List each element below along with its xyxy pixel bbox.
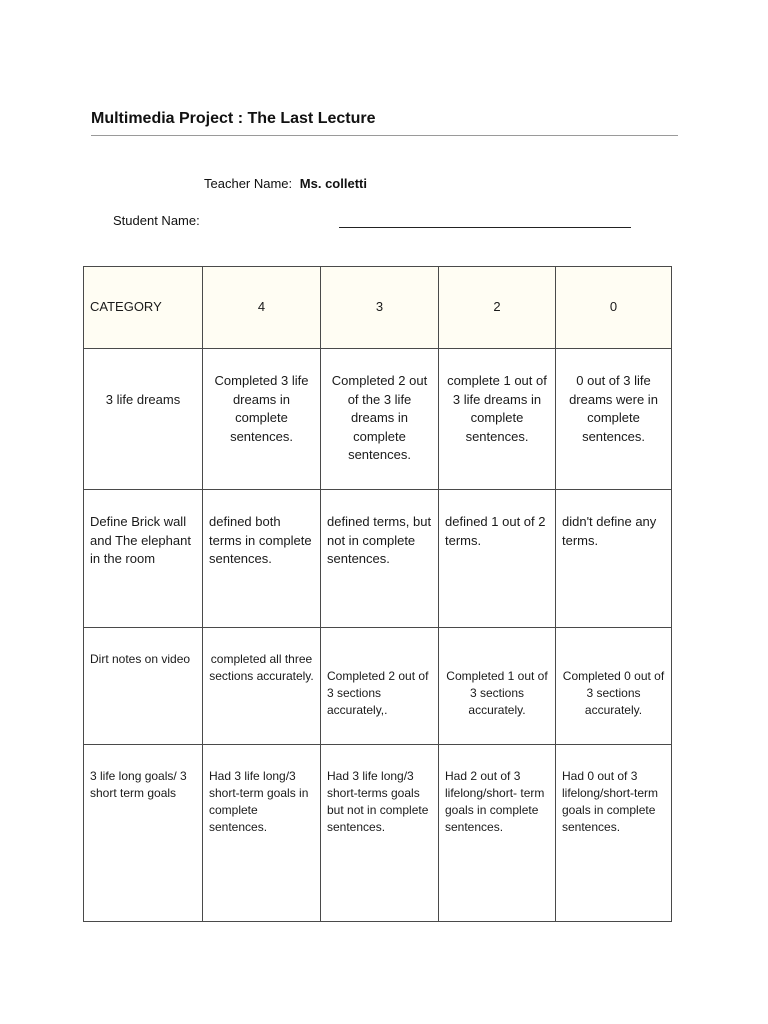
table-row — [84, 490, 672, 628]
rubric-cell: defined 1 out of 2 terms. — [445, 514, 546, 548]
rubric-cell: defined terms, but not in complete sentences. — [327, 514, 432, 566]
rubric-cell: Completed 1 out of 3 sections accurately. — [446, 669, 548, 717]
table-row — [84, 745, 672, 922]
student-name-label: Student Name: — [113, 213, 200, 228]
header-category: CATEGORY — [84, 267, 203, 349]
rubric-cell: Completed 0 out of 3 sections accurately. — [562, 669, 665, 717]
row-category: 3 life long goals/ 3 short term goals — [90, 769, 187, 800]
title-divider — [91, 135, 678, 136]
table-row — [84, 628, 672, 745]
row-category: 3 life dreams — [105, 392, 181, 407]
rubric-header-row — [84, 267, 672, 349]
row-category: Dirt notes on video — [90, 652, 191, 666]
student-name-blank — [339, 227, 631, 228]
rubric-cell: Completed 2 out of 3 sections accurately,. — [327, 669, 429, 717]
rubric-cell: Had 2 out of 3 lifelong/short- term goals in complete sentences. — [445, 769, 545, 834]
document-title: Multimedia Project : The Last Lecture — [91, 110, 376, 127]
rubric-cell: 0 out of 3 life dreams were in complete sentences. — [569, 373, 658, 444]
table-row — [84, 349, 672, 490]
teacher-name-line — [204, 176, 367, 191]
rubric-cell: didn't define any terms. — [562, 514, 657, 548]
rubric-cell: Had 3 life long/3 short-terms goals but not in complete sentences. — [327, 769, 429, 834]
rubric-cell: defined both terms in complete sentences. — [209, 514, 312, 566]
rubric-cell: Completed 3 life dreams in complete sentences. — [214, 373, 309, 444]
rubric-cell: complete 1 out of 3 life dreams in complete sentences. — [447, 373, 547, 444]
rubric-table — [83, 266, 672, 922]
teacher-name-label: Teacher Name: — [204, 176, 293, 191]
rubric-cell: completed all three sections accurately. — [209, 652, 314, 683]
row-category: Define Brick wall and The elephant in the room — [90, 514, 191, 566]
header-level-2: 2 — [439, 267, 556, 349]
header-level-0: 0 — [556, 267, 672, 349]
rubric-cell: Had 3 life long/3 short-term goals in complete sentences. — [209, 769, 309, 834]
rubric-cell: Completed 2 out of the 3 life dreams in complete sentences. — [331, 373, 428, 462]
header-level-4: 4 — [203, 267, 321, 349]
rubric-cell: Had 0 out of 3 lifelong/short-term goals in complete sentences. — [562, 769, 659, 834]
teacher-name-value: Ms. colletti — [299, 176, 367, 191]
header-level-3: 3 — [321, 267, 439, 349]
